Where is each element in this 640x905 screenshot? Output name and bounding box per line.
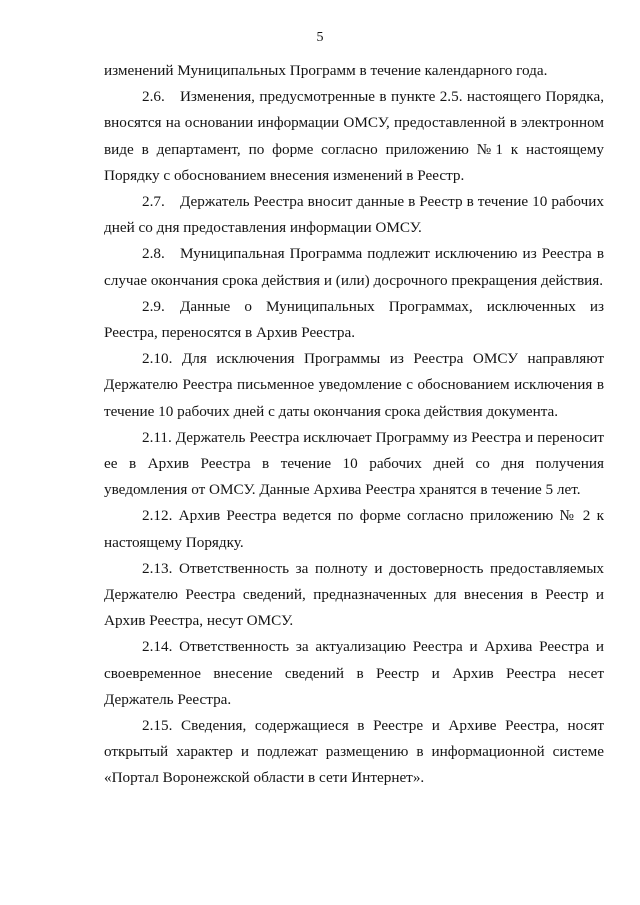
paragraph-2-9: 2.9. Данные о Муниципальных Программах, исключенных из Реестра, переносятся в Архив Реестра. [104,297,604,342]
paragraph-2-8: 2.8. Муниципальная Программа подлежит исключению из Реестра в случае окончания срока действия и (или) досрочного прекращения действия. [104,245,604,289]
paragraph-2-10: 2.10. Для исключения Программы из Реестра ОМСУ направляют Держателю Реестра письменное уведомление с обоснованием исключения в течение 10 рабочих дней с даты окончания срока действия документа. [104,350,604,420]
paragraph-2-7: 2.7. Держатель Реестра вносит данные в Реестр в течение 10 рабочих дней со дня предоставления информации ОМСУ. [104,193,604,237]
document-body [104,58,604,792]
paragraph-continuation: изменений Муниципальных Программ в течение календарного года. [104,62,548,79]
paragraph-2-13: 2.13. Ответственность за полноту и достоверность предоставляемых Держателю Реестра сведений, предназначенных для внесения в Реестр и Архив Реестра, несут ОМСУ. [104,559,604,630]
page-number: 5 [316,30,324,45]
paragraph-2-6: 2.6. Изменения, предусмотренные в пункте 2.5. настоящего Порядка, вносятся на основании информации ОМСУ, предоставленной в электронном виде в департамент, по форме согласно приложению №1 к настоящему Порядку с обоснованием внесения изменений в Реестр. [104,88,604,184]
paragraph-2-15: 2.15. Сведения, содержащиеся в Реестре и Архиве Реестра, носят открытый характер и подлежат размещению в информационной системе «Портал Воронежской области в сети Интернет». [104,717,604,787]
paragraph-2-14: 2.14. Ответственность за актуализацию Реестра и Архива Реестра и своевременное внесение сведений в Реестр и Архив Реестра несет Держатель Реестра. [104,638,604,708]
paragraph-2-11: 2.11. Держатель Реестра исключает Программу из Реестра и переносит ее в Архив Реестра в течение 10 рабочих дней со дня получения уведомления от ОМСУ. Данные Архива Реестра хранятся в течение 5 лет. [104,428,604,499]
paragraph-2-12: 2.12. Архив Реестра ведется по форме согласно приложению № 2 к настоящему Порядку. [104,507,604,551]
